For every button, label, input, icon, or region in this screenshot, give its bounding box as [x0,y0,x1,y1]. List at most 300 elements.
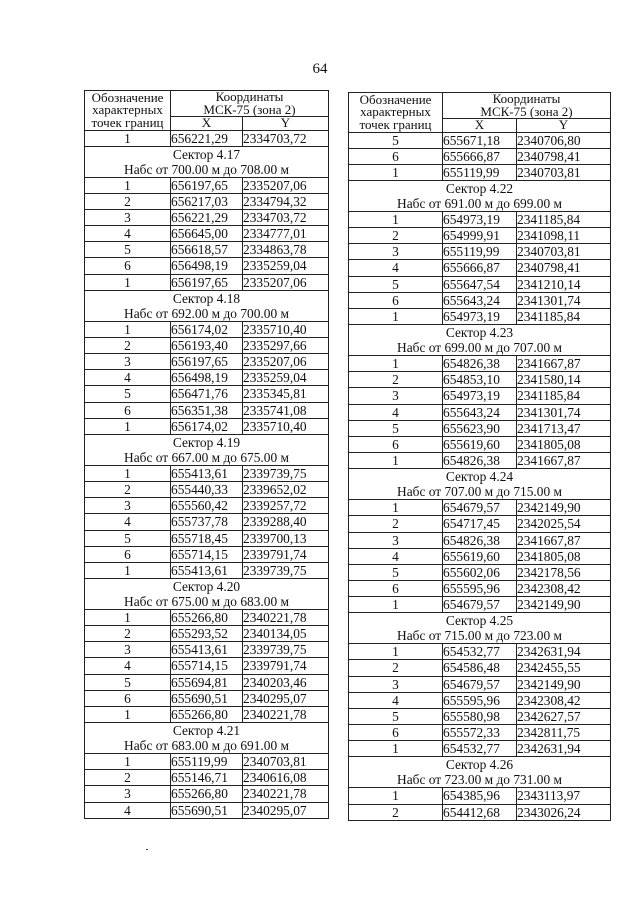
x-coordinate-cell: 656174,02 [171,322,243,338]
table-header-row [85,91,329,117]
point-number-cell: 3 [349,676,443,692]
x-coordinate-cell: 656351,38 [171,402,243,418]
y-coordinate-cell: 2341098,11 [517,228,611,244]
table-row [85,482,329,498]
table-row [85,370,329,386]
point-number-cell: 5 [349,132,443,148]
y-coordinate-cell: 2334703,72 [243,130,329,146]
table-row [85,802,329,818]
x-coordinate-cell: 655671,18 [443,132,517,148]
x-coordinate-cell: 655619,60 [443,436,517,452]
table-row [349,388,611,404]
y-coordinate-cell: 2341210,14 [517,276,611,292]
table-row [349,420,611,436]
x-coordinate-cell: 655119,99 [443,244,517,260]
point-number-cell: 1 [85,274,171,290]
x-coordinate-cell: 654385,96 [443,788,517,804]
sector-height-range: Набс от 700.00 м до 708.00 м [124,161,289,177]
point-number-cell: 4 [349,692,443,708]
x-coordinate-cell: 655694,81 [171,674,243,690]
header-point-label: Обозначение характерных точек границ [85,91,171,131]
y-coordinate-cell: 2340798,41 [517,260,611,276]
point-number-cell: 1 [85,466,171,482]
point-number-cell: 6 [85,402,171,418]
point-number-cell: 6 [349,580,443,596]
sector-heading [85,146,329,177]
y-coordinate-cell: 2334794,32 [243,194,329,210]
sector-title: Сектор 4.20 [172,578,241,594]
x-coordinate-cell: 655718,45 [171,530,243,546]
point-number-cell: 2 [85,770,171,786]
x-coordinate-cell: 655690,51 [171,690,243,706]
sector-header-row [349,180,611,211]
table-row [85,258,329,274]
sector-title: Сектор 4.17 [172,146,241,162]
x-coordinate-cell: 655619,60 [443,548,517,564]
sector-heading [349,612,611,643]
sector-title: Сектор 4.23 [445,324,514,340]
x-coordinate-cell: 655647,54 [443,276,517,292]
table-row [85,466,329,482]
point-number-cell: 1 [349,356,443,372]
x-coordinate-cell: 656498,19 [171,370,243,386]
x-coordinate-cell: 654679,57 [443,676,517,692]
y-coordinate-cell: 2334863,78 [243,242,329,258]
point-number-cell: 4 [85,514,171,530]
table-row [349,724,611,740]
y-coordinate-cell: 2340798,41 [517,148,611,164]
x-coordinate-cell: 655440,33 [171,482,243,498]
table-row [85,674,329,690]
table-row [349,564,611,580]
x-coordinate-cell: 654412,68 [443,804,517,820]
table-row [349,436,611,452]
table-row [85,690,329,706]
point-number-cell: 4 [85,370,171,386]
y-coordinate-cell: 2341805,08 [517,436,611,452]
x-coordinate-cell: 654999,91 [443,228,517,244]
x-coordinate-cell: 655623,90 [443,420,517,436]
x-coordinate-cell: 654679,57 [443,500,517,516]
x-coordinate-cell: 655266,80 [171,610,243,626]
y-coordinate-cell: 2342149,90 [517,676,611,692]
x-coordinate-cell: 655413,61 [171,642,243,658]
y-coordinate-cell: 2341185,84 [517,308,611,324]
point-number-cell: 6 [85,690,171,706]
table-row [349,132,611,148]
y-coordinate-cell: 2340703,81 [243,754,329,770]
point-number-cell: 6 [349,436,443,452]
header-point-label: Обозначение характерных точек границ [349,93,443,133]
table-row [85,322,329,338]
sector-height-range: Набс от 707.00 м до 715.00 м [397,484,562,500]
y-coordinate-cell: 2339700,13 [243,530,329,546]
y-coordinate-cell: 2339288,40 [243,514,329,530]
point-number-cell: 1 [349,740,443,756]
y-coordinate-cell: 2335297,66 [243,338,329,354]
point-number-cell: 1 [349,644,443,660]
y-coordinate-cell: 2342149,90 [517,500,611,516]
y-coordinate-cell: 2342631,94 [517,740,611,756]
sector-header-row [349,612,611,643]
sector-title: Сектор 4.18 [172,290,241,306]
sector-header-row [349,324,611,355]
y-coordinate-cell: 2340134,05 [243,626,329,642]
table-row [349,644,611,660]
point-number-cell: 1 [85,706,171,722]
x-coordinate-cell: 654717,45 [443,516,517,532]
table-row [349,580,611,596]
point-number-cell: 2 [85,338,171,354]
point-number-cell: 4 [85,226,171,242]
x-coordinate-cell: 655266,80 [171,786,243,802]
table-row [349,404,611,420]
page-number: 64 [312,61,328,77]
table-row [349,596,611,612]
x-coordinate-cell: 654826,38 [443,452,517,468]
y-coordinate-cell: 2339652,02 [243,482,329,498]
point-number-cell: 1 [85,562,171,578]
sector-height-range: Набс от 667.00 м до 675.00 м [124,449,289,465]
coordinates-table-right [348,92,611,821]
table-row [85,274,329,290]
sector-heading [85,578,329,609]
sector-heading [85,722,329,753]
table-row [85,562,329,578]
table-row [85,386,329,402]
point-number-cell: 1 [349,308,443,324]
y-coordinate-cell: 2335259,04 [243,258,329,274]
point-number-cell: 6 [349,724,443,740]
table-row [85,546,329,562]
point-number-cell: 4 [85,802,171,818]
y-coordinate-cell: 2335710,40 [243,418,329,434]
x-coordinate-cell: 656471,76 [171,386,243,402]
sector-height-range: Набс от 692.00 м до 700.00 м [124,305,289,321]
table-row [349,708,611,724]
x-coordinate-cell: 655643,24 [443,404,517,420]
y-coordinate-cell: 2339739,75 [243,466,329,482]
point-number-cell: 2 [349,516,443,532]
point-number-cell: 1 [349,164,443,180]
x-coordinate-cell: 655580,98 [443,708,517,724]
sector-header-row [349,757,611,788]
point-number-cell: 3 [85,354,171,370]
sector-height-range: Набс от 723.00 м до 731.00 м [397,772,562,788]
y-coordinate-cell: 2335345,81 [243,386,329,402]
x-coordinate-cell: 654853,10 [443,372,517,388]
table-row [349,500,611,516]
sector-height-range: Набс от 675.00 м до 683.00 м [124,593,289,609]
sector-height-range: Набс от 715.00 м до 723.00 м [397,628,562,644]
table-row [85,786,329,802]
sector-heading [349,757,611,788]
y-coordinate-cell: 2339791,74 [243,658,329,674]
point-number-cell: 2 [349,372,443,388]
point-number-cell: 1 [349,452,443,468]
y-coordinate-cell: 2342627,57 [517,708,611,724]
sector-header-row [85,722,329,753]
y-coordinate-cell: 2342025,54 [517,516,611,532]
table-row [349,356,611,372]
x-coordinate-cell: 655666,87 [443,148,517,164]
x-coordinate-cell: 656221,29 [171,210,243,226]
y-coordinate-cell: 2339791,74 [243,546,329,562]
y-coordinate-cell: 2340295,07 [243,690,329,706]
sector-header-row [85,434,329,465]
table-row [349,532,611,548]
y-coordinate-cell: 2340221,78 [243,610,329,626]
point-number-cell: 5 [349,564,443,580]
point-number-cell: 6 [85,546,171,562]
x-coordinate-cell: 655119,99 [443,164,517,180]
sector-title: Сектор 4.19 [172,434,241,450]
point-number-cell: 5 [85,242,171,258]
sector-header-row [349,468,611,499]
point-number-cell: 1 [349,788,443,804]
table-row [85,194,329,210]
y-coordinate-cell: 2341301,74 [517,404,611,420]
x-coordinate-cell: 654532,77 [443,644,517,660]
point-number-cell: 2 [85,194,171,210]
table-row [85,770,329,786]
y-coordinate-cell: 2342811,75 [517,724,611,740]
sector-title: Сектор 4.22 [445,180,514,196]
x-coordinate-cell: 656498,19 [171,258,243,274]
y-coordinate-cell: 2342149,90 [517,596,611,612]
x-coordinate-cell: 656193,40 [171,338,243,354]
sector-title: Сектор 4.21 [172,722,241,738]
table-row [349,676,611,692]
point-number-cell: 3 [349,388,443,404]
sector-title: Сектор 4.24 [445,468,514,484]
sector-height-range: Набс от 691.00 м до 699.00 м [397,195,562,211]
point-number-cell: 2 [85,482,171,498]
x-coordinate-cell: 654826,38 [443,532,517,548]
point-number-cell: 1 [85,610,171,626]
y-coordinate-cell: 2343026,24 [517,804,611,820]
x-coordinate-cell: 655572,33 [443,724,517,740]
x-coordinate-cell: 655595,96 [443,580,517,596]
x-coordinate-cell: 654973,19 [443,212,517,228]
sector-heading [85,290,329,321]
sector-header-row [85,290,329,321]
point-number-cell: 1 [85,322,171,338]
y-coordinate-cell: 2340706,80 [517,132,611,148]
y-coordinate-cell: 2341667,87 [517,532,611,548]
table-row [85,610,329,626]
y-coordinate-cell: 2341667,87 [517,356,611,372]
point-number-cell: 3 [85,642,171,658]
point-number-cell: 1 [349,596,443,612]
table-row [349,292,611,308]
y-coordinate-cell: 2341185,84 [517,212,611,228]
table-row [349,276,611,292]
table-row [349,212,611,228]
sector-heading [349,180,611,211]
y-coordinate-cell: 2335207,06 [243,178,329,194]
y-coordinate-cell: 2341667,87 [517,452,611,468]
table-row [85,626,329,642]
y-coordinate-cell: 2340221,78 [243,786,329,802]
sector-heading [349,468,611,499]
x-coordinate-cell: 656197,65 [171,274,243,290]
sector-heading [349,324,611,355]
y-coordinate-cell: 2341185,84 [517,388,611,404]
y-coordinate-cell: 2339739,75 [243,642,329,658]
x-coordinate-cell: 656197,65 [171,178,243,194]
table-row [85,130,329,146]
x-coordinate-cell: 655595,96 [443,692,517,708]
header-x: X [171,117,243,131]
point-number-cell: 6 [349,148,443,164]
y-coordinate-cell: 2339739,75 [243,562,329,578]
x-coordinate-cell: 654973,19 [443,308,517,324]
sector-height-range: Набс от 699.00 м до 707.00 м [397,340,562,356]
point-number-cell: 3 [85,210,171,226]
point-number-cell: 1 [349,500,443,516]
y-coordinate-cell: 2340703,81 [517,244,611,260]
x-coordinate-cell: 654532,77 [443,740,517,756]
table-row [349,804,611,820]
header-x: X [443,119,517,133]
y-coordinate-cell: 2335710,40 [243,322,329,338]
table-row [349,516,611,532]
y-coordinate-cell: 2340616,08 [243,770,329,786]
point-number-cell: 4 [349,548,443,564]
table-row [349,788,611,804]
x-coordinate-cell: 655560,42 [171,498,243,514]
y-coordinate-cell: 2340203,46 [243,674,329,690]
x-coordinate-cell: 656217,03 [171,194,243,210]
y-coordinate-cell: 2341301,74 [517,292,611,308]
point-number-cell: 1 [85,754,171,770]
table-row [85,178,329,194]
sector-heading [85,434,329,465]
x-coordinate-cell: 655413,61 [171,466,243,482]
point-number-cell: 1 [85,130,171,146]
sector-header-row [85,578,329,609]
point-number-cell: 5 [349,708,443,724]
table-row [349,548,611,564]
sector-title: Сектор 4.26 [445,757,514,773]
table-row [349,260,611,276]
point-number-cell: 3 [85,498,171,514]
point-number-cell: 3 [349,532,443,548]
y-coordinate-cell: 2334703,72 [243,210,329,226]
y-coordinate-cell: 2343113,97 [517,788,611,804]
point-number-cell: 3 [349,244,443,260]
table-row [349,692,611,708]
x-coordinate-cell: 656618,57 [171,242,243,258]
header-y: Y [243,117,329,131]
y-coordinate-cell: 2334777,01 [243,226,329,242]
point-number-cell: 1 [85,418,171,434]
x-coordinate-cell: 654586,48 [443,660,517,676]
point-number-cell: 5 [85,386,171,402]
table-row [349,740,611,756]
point-number-cell: 1 [349,212,443,228]
header-coordinates-label: Координаты МСК-75 (зона 2) [171,91,329,117]
table-row [349,452,611,468]
y-coordinate-cell: 2335741,08 [243,402,329,418]
y-coordinate-cell: 2341713,47 [517,420,611,436]
table-row [85,418,329,434]
x-coordinate-cell: 655690,51 [171,802,243,818]
point-number-cell: 5 [349,420,443,436]
x-coordinate-cell: 654826,38 [443,356,517,372]
point-number-cell: 2 [85,626,171,642]
table-row [349,244,611,260]
sector-title: Сектор 4.25 [445,612,514,628]
table-row [85,354,329,370]
table-header-row [349,93,611,119]
y-coordinate-cell: 2341580,14 [517,372,611,388]
table-row [349,228,611,244]
x-coordinate-cell: 656174,02 [171,418,243,434]
header-coordinates-label: Координаты МСК-75 (зона 2) [443,93,611,119]
x-coordinate-cell: 655119,99 [171,754,243,770]
x-coordinate-cell: 656221,29 [171,130,243,146]
x-coordinate-cell: 656645,00 [171,226,243,242]
x-coordinate-cell: 654973,19 [443,388,517,404]
point-number-cell: 5 [85,674,171,690]
table-row [85,514,329,530]
point-number-cell: 6 [85,258,171,274]
table-row [85,658,329,674]
y-coordinate-cell: 2340703,81 [517,164,611,180]
x-coordinate-cell: 655413,61 [171,562,243,578]
y-coordinate-cell: 2342178,56 [517,564,611,580]
y-coordinate-cell: 2342308,42 [517,692,611,708]
table-row [85,338,329,354]
y-coordinate-cell: 2340295,07 [243,802,329,818]
sector-height-range: Набс от 683.00 м до 691.00 м [124,738,289,754]
x-coordinate-cell: 654679,57 [443,596,517,612]
sector-header-row [85,146,329,177]
coordinates-table-left [84,90,329,819]
table-row [85,210,329,226]
table-row [349,148,611,164]
table-row [85,242,329,258]
point-number-cell: 2 [349,228,443,244]
table-row [85,642,329,658]
table-row [85,530,329,546]
scan-mark [146,849,148,850]
y-coordinate-cell: 2339257,72 [243,498,329,514]
point-number-cell: 2 [349,660,443,676]
table-row [85,226,329,242]
x-coordinate-cell: 655666,87 [443,260,517,276]
y-coordinate-cell: 2342631,94 [517,644,611,660]
y-coordinate-cell: 2340221,78 [243,706,329,722]
point-number-cell: 4 [85,658,171,674]
y-coordinate-cell: 2335207,06 [243,274,329,290]
table-row [349,372,611,388]
point-number-cell: 5 [85,530,171,546]
y-coordinate-cell: 2342455,55 [517,660,611,676]
x-coordinate-cell: 655293,52 [171,626,243,642]
table-row [349,164,611,180]
point-number-cell: 1 [85,178,171,194]
table-row [85,754,329,770]
point-number-cell: 2 [349,804,443,820]
table-row [85,498,329,514]
y-coordinate-cell: 2341805,08 [517,548,611,564]
point-number-cell: 4 [349,404,443,420]
header-y: Y [517,119,611,133]
point-number-cell: 5 [349,276,443,292]
